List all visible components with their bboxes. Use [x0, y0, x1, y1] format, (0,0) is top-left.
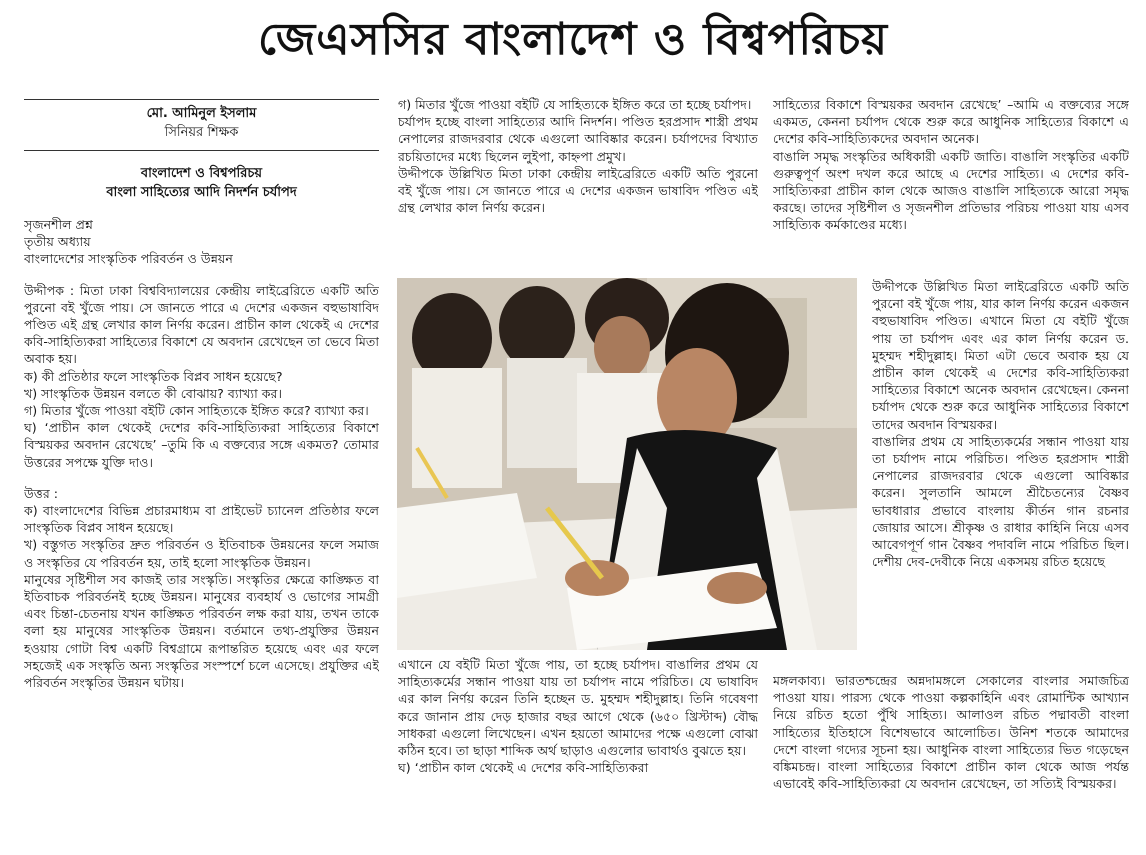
column-3-side — [872, 278, 1129, 670]
question-ga: গ) মিতার খুঁজে পাওয়া বইটি কোন সাহিত্যকে ইঙ্গিত করে? ব্যাখ্যা কর। — [24, 403, 369, 419]
answer-heading: উত্তর : — [24, 485, 58, 501]
subhead — [24, 164, 379, 202]
question-ka: ক) কী প্রতিষ্ঠার ফলে সাংস্কৃতিক বিপ্লব সাধন হয়েছে? — [24, 368, 283, 384]
column-3-top — [773, 96, 1129, 278]
question-gha: ঘ) ‘প্রাচীন কাল থেকেই দেশের কবি-সাহিত্যিকরা সাহিত্যের বিকাশে বিস্ময়কর অবদান রেখেছে’ –তুমি কি এ বক্তব্যের সঙ্গে একমত? তোমার উত্তরের সপক্ষে যুক্তি দাও। — [24, 420, 379, 470]
column-3-bottom — [773, 672, 1129, 852]
stimulus-paragraph: উদ্দীপক : মিতা ঢাকা বিশ্ববিদ্যালয়ের কেন্দ্রীয় লাইব্রেরিতে একটি অতি পুরনো বই খুঁজে পায়। সে জানতে পারে এ দেশের একজন বহুভাষাবিদ পণ্ডিত এই গ্রন্থ লেখার কাল নির্ণয় করেন। প্রাচীন কাল থেকেই এ দেশের কবি-সাহিত্যিকরা সাহিত্যের বিকাশে যে অবদান রেখেছেন তা ভেবে মিতা অবাক হয়। — [24, 282, 379, 367]
paragraph: সাহিত্যের বিকাশে বিস্ময়কর অবদান রেখেছে’ –আমি এ বক্তব্যের সঙ্গে একমত, কেননা চর্যাপদ থেকে শুরু করে আধুনিক সাহিত্যের বিকাশে এ দেশের কবি-সাহিত্যিকদের অবদান অনেক। — [773, 97, 1129, 147]
paragraph: উদ্দীপকে উল্লিখিত মিতা লাইব্রেরিতে একটি অতি পুরনো বই খুঁজে পায়, যার কাল নির্ণয় করেন একজন বহুভাষাবিদ পণ্ডিত। এখানে মিতা যে বইটি খুঁজে পায় তা চর্যাপদ এবং এর কাল নির্ণয় করেন ড. মুহম্মদ শহীদুল্লাহ। মিতা এটা ভেবে অবাক হয় যে প্রাচীন কাল থেকেই এ দেশের কবি-সাহিত্যিকরা সাহিত্যের বিকাশে অনেক অবদান রেখেছেন। কেননা চর্যাপদ থেকে শুরু করে আধুনিক সাহিত্যের বিকাশে তাদের অবদান বিস্ময়কর। — [872, 279, 1129, 432]
rule-middle — [24, 150, 379, 151]
subhead-line2: বাংলা সাহিত্যের আদি নিদর্শন চর্যাপদ — [106, 185, 297, 200]
answer-kha-continued: মানুষের সৃষ্টিশীল সব কাজই তার সংস্কৃতি। সংস্কৃতির ক্ষেত্রে কাঙ্ক্ষিত বা ইতিবাচক পরিবর্তনই হচ্ছে উন্নয়ন। মানুষের ব্যবহার্য ও ভোগের সামগ্রী এবং চিন্তা-চেতনায় যখন কাঙ্ক্ষিত পরিবর্তন লক্ষ করা যায়, তখন তাকে বলা হয় মানুষের সাংস্কৃতিক উন্নয়ন। বর্তমানে তথ্য-প্রযুক্তির উন্নয়ন হওয়ায় গোটা বিশ্ব একটি বিশ্বগ্রামে রূপান্তরিত হয়েছে এবং এর ফলে সহজেই এক সংস্কৃতি অন্য সংস্কৃতির সংস্পর্শে চলে এসেছে। প্রযুক্তির এই পরিবর্তন সংস্কৃতির উন্নয়ন ঘটায়। — [24, 571, 379, 691]
author-title: সিনিয়র শিক্ষক — [164, 125, 239, 140]
column-2-top — [398, 96, 758, 266]
byline — [24, 104, 379, 142]
section-line: তৃতীয় অধ্যায় — [24, 234, 91, 250]
subhead-line1: বাংলাদেশ ও বিশ্বপরিচয় — [140, 166, 263, 181]
rule-top — [24, 99, 379, 100]
column-1 — [24, 216, 379, 850]
paragraph: গ) মিতার খুঁজে পাওয়া বইটি যে সাহিত্যকে ইঙ্গিত করে তা হচ্ছে চর্যাপদ। — [398, 97, 752, 112]
paragraph: চর্যাপদ হচ্ছে বাংলা সাহিত্যের আদি নিদর্শন। পণ্ডিত হরপ্রসাদ শাস্ত্রী প্রথম নেপালের রাজদরবার থেকে এগুলো আবিষ্কার করেন। চর্যাপদের বিখ্যাত রচয়িতাদের মধ্যে ছিলেন লুইপা, কাহ্নপা প্রমুখ। — [398, 114, 758, 164]
students-exam-photo — [397, 278, 857, 650]
paragraph: বাঙালি সমৃদ্ধ সংস্কৃতির অধিকারী একটি জাতি। বাঙালি সংস্কৃতির একটি গুরুত্বপূর্ণ অংশ দখল করে আছে এ দেশের সাহিত্য। এ দেশের কবি-সাহিত্যিকরা প্রাচীন কাল থেকে আজও বাঙালি সাহিত্যকে আরো সমৃদ্ধ করছে। তাদের সৃষ্টিশীল ও সৃজনশীল প্রতিভার পরিচয় পাওয়া যায় এসব সাহিত্যিক কর্মকাণ্ডের মধ্যে। — [773, 148, 1129, 233]
photo-illustration — [397, 278, 857, 650]
answer-kha: খ) বস্তুগত সংস্কৃতির দ্রুত পরিবর্তন ও ইতিবাচক উন্নয়নের ফলে সমাজ ও সংস্কৃতির যে পরিবর্তন হয়, তাই হলো সাংস্কৃতিক উন্নয়ন। — [24, 537, 379, 570]
headline: জেএসসির বাংলাদেশ ও বিশ্বপরিচয় — [257, 14, 889, 65]
paragraph: মঙ্গলকাব্য। ভারতশ্চন্দ্রের অন্নদামঙ্গলে সেকালের বাংলার সমাজচিত্র পাওয়া যায়। পারস্য থেকে পাওয়া কল্পকাহিনি এবং রোমান্টিক আখ্যান নিয়ে রচিত হতো পুঁথি সাহিত্য। আলাওল রচিত পদ্মাবতী বাংলা সাহিত্যের ইতিহাসে বিশেষভাবে আলোচিত। উনিশ শতকে আমাদের দেশে বাংলা গদ্যের সূচনা হয়। আধুনিক বাংলা সাহিত্যের ভিত গড়েছেন বঙ্কিমচন্দ্র। বাংলা সাহিত্যের বিকাশে প্রাচীন কাল থেকে আজ পর্যন্ত এভাবেই কবি-সাহিত্যিকরা যে অবদান রেখেছেন, তা সত্যিই বিস্ময়কর। — [773, 673, 1129, 792]
paragraph: উদ্দীপকে উল্লিখিত মিতা ঢাকা কেন্দ্রীয় লাইব্রেরিতে একটি অতি পুরনো বই খুঁজে পায়। সে জানতে পারে এ দেশের একজন ভাষাবিদ পণ্ডিত এই গ্রন্থ লেখার কাল নির্ণয় করেন। — [398, 165, 758, 216]
paragraph: বাঙালির প্রথম যে সাহিত্যকর্মের সন্ধান পাওয়া যায় তা চর্যাপদ নামে পরিচিত। পণ্ডিত হরপ্রসাদ শাস্ত্রী নেপালের রাজদরবার থেকে এগুলো আবিষ্কার করেন। সুলতানি আমলে শ্রীচৈতন্যের বৈষ্ণব ভাবধারার প্রভাবে বাংলায় কীর্তন গান রচনার জোয়ার আসে। শ্রীকৃষ্ণ ও রাধার কাহিনি নিয়ে এসব আবেগপূর্ণ গান বৈষ্ণব পদাবলি নামে পরিচিত ছিল। দেশীয় দেব-দেবীকে নিয়ে একসময় রচিত হয়েছে — [872, 433, 1129, 570]
answer-ka: ক) বাংলাদেশের বিভিন্ন প্রচারমাধ্যম বা প্রাইভেট চ্যানেল প্রতিষ্ঠার ফলে সাংস্কৃতিক বিপ্লব সাধন হয়েছে। — [24, 503, 379, 536]
question-kha: খ) সাংস্কৃতিক উন্নয়ন বলতে কী বোঝায়? ব্যাখ্যা কর। — [24, 385, 282, 401]
paragraph: ঘ) ‘প্রাচীন কাল থেকেই এ দেশের কবি-সাহিত্যিকরা — [398, 760, 649, 776]
section-line: সৃজনশীল প্রশ্ন — [24, 217, 93, 232]
section-line: বাংলাদেশের সাংস্কৃতিক পরিবর্তন ও উন্নয়ন — [24, 251, 233, 267]
column-2-bottom — [398, 656, 758, 852]
paragraph: এখানে যে বইটি মিতা খুঁজে পায়, তা হচ্ছে চর্যাপদ। বাঙালির প্রথম যে সাহিত্যকর্মের সন্ধান পাওয়া যায় তা চর্যাপদ নামে পরিচিত। যে ভাষাবিদ এর কাল নির্ণয় করেন তিনি হচ্ছেন ড. মুহম্মদ শহীদুল্লাহ। তিনি গবেষণা করে জানান প্রায় দেড় হাজার বছর আগে থেকে (৬৫০ খ্রিস্টাব্দ) বৌদ্ধ সাধকরা এগুলো লিখেছেন। এখন হয়তো আমাদের পক্ষে এগুলো বোঝা কঠিন হবে। তা ছাড়া শাব্দিক অর্থ ছাড়াও এগুলোর ভাবার্থও বুঝতে হয়। — [398, 657, 758, 759]
author-name: মো. আমিনুল ইসলাম — [146, 106, 257, 121]
